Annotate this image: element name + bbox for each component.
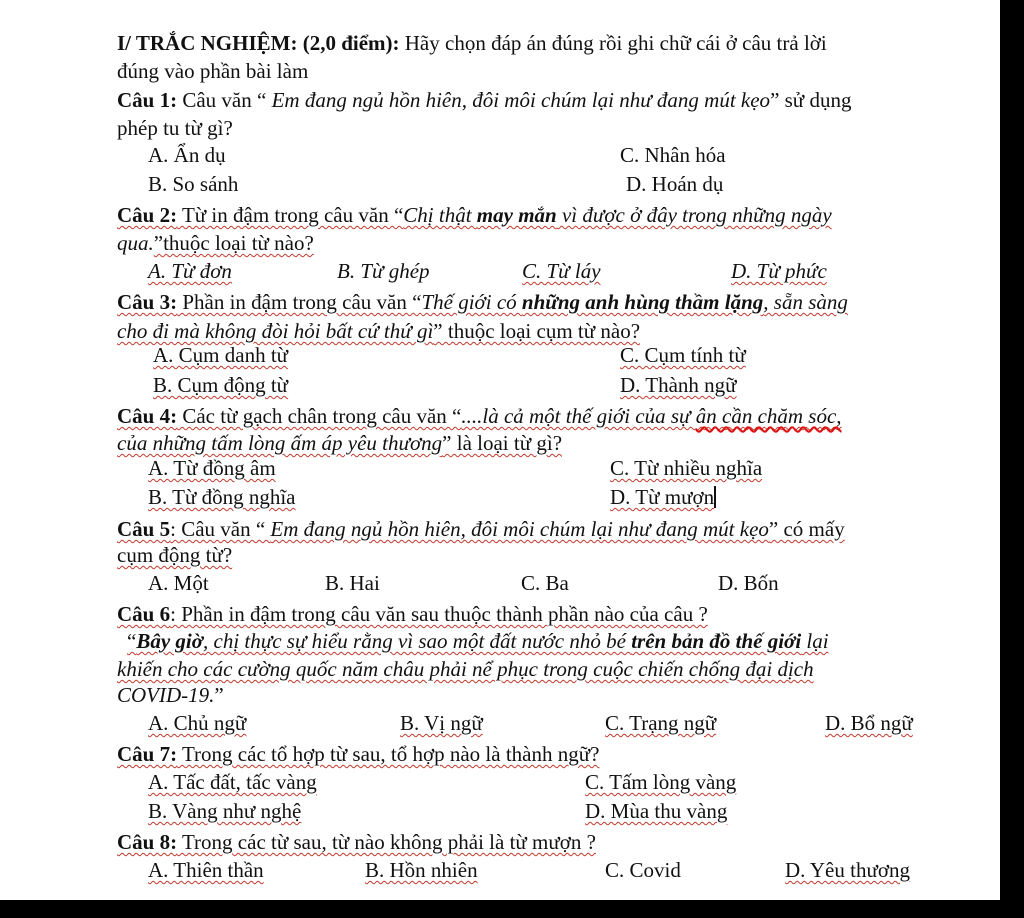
- q4-quote-a: ....là cả một thế giới của sự: [461, 404, 696, 428]
- q5-label: Câu 5: [117, 517, 171, 541]
- q4-text1: Các từ gạch chân trong câu văn “: [177, 404, 462, 428]
- q6-quote-c: khiến cho các cường quốc năm châu phải nể phục trong cuộc chiến chống đại dịch: [117, 657, 814, 681]
- q7-option-a[interactable]: A. Tấc đất, tấc vàng: [148, 770, 317, 794]
- q6-quote-b: lại: [801, 629, 829, 653]
- q1-text1: Câu văn “: [177, 88, 272, 112]
- q8-option-c[interactable]: C. Covid: [605, 858, 681, 882]
- q3-label: Câu 3:: [117, 290, 178, 314]
- q3-quote-bold: những anh hùng thầm lặng: [521, 290, 764, 314]
- q2-option-b[interactable]: B. Từ ghép: [337, 259, 430, 283]
- q3-quote-a: Thế giới có: [421, 290, 522, 314]
- q2-text3: ”thuộc loại từ nào?: [153, 231, 314, 255]
- q2-option-d[interactable]: D. Từ phức: [731, 259, 827, 283]
- q6-quote-a: , chị thực sự hiểu rằng vì sao một đất nước nhỏ bé: [203, 629, 632, 653]
- q5-text2: ” có mấy: [768, 517, 845, 541]
- q3-text2: ” thuộc loại cụm từ nào?: [433, 319, 641, 343]
- section-instruction: Hãy chọn đáp án đúng rồi ghi chữ cái ở câu trả lời: [399, 31, 827, 55]
- instruction-cont-text: đúng vào phần bài làm: [117, 59, 309, 83]
- q5-stem-cont: [117, 542, 232, 568]
- q2-quote-bold: may mắn: [476, 203, 557, 227]
- q1-quote: Em đang ngủ hồn hiên, đôi môi chúm lại như đang mút kẹo: [271, 88, 771, 112]
- q3-option-b[interactable]: B. Cụm động từ: [153, 373, 289, 397]
- q2-option-a[interactable]: A. Từ đơn: [148, 259, 232, 283]
- q1-text2: ” sử dụng: [770, 88, 852, 112]
- q6-text1: : Phần in đậm trong câu văn sau thuộc thành phần nào của câu ?: [170, 602, 708, 626]
- q4-quote-b: của những tấm lòng ấm áp yêu thương: [117, 431, 443, 455]
- q6-label: Câu 6: [117, 602, 171, 626]
- q1-option-c[interactable]: C. Nhân hóa: [620, 143, 726, 167]
- q8-label: Câu 8:: [117, 830, 178, 854]
- section-heading: [117, 30, 827, 56]
- q4-stem: [117, 403, 842, 429]
- q4-option-c[interactable]: C. Từ nhiều nghĩa: [610, 456, 763, 480]
- q4-quote-underlined: ân cần chăm sóc,: [695, 404, 842, 428]
- q6-option-a[interactable]: A. Chủ ngữ: [148, 711, 247, 735]
- q5-text3: cụm động từ?: [117, 543, 233, 567]
- q1-stem-cont: [117, 115, 233, 141]
- q2-stem-cont: [117, 230, 314, 256]
- q6-option-c[interactable]: C. Trạng ngữ: [605, 711, 717, 735]
- q6-quote-line1: “Bây giờ, chị thực sự hiểu rằng vì sao một đất nước nhỏ bé trên bản đồ thế giới lại: [127, 629, 829, 653]
- q8-option-d[interactable]: D. Yêu thương: [785, 858, 910, 882]
- q1-text3: phép tu từ gì?: [117, 116, 233, 140]
- q1-label: Câu 1:: [117, 88, 178, 112]
- q3-quote-b: , sẵn sàng: [763, 290, 848, 314]
- q7-option-d[interactable]: D. Mùa thu vàng: [585, 799, 728, 823]
- q2-option-c[interactable]: C. Từ láy: [522, 259, 601, 283]
- q8-option-b[interactable]: B. Hồn nhiên: [365, 858, 478, 882]
- q2-quote-a: Chị thật: [403, 203, 477, 227]
- q5-option-d[interactable]: D. Bốn: [718, 571, 779, 595]
- q1-option-b[interactable]: B. So sánh: [148, 172, 239, 196]
- q5-option-b[interactable]: B. Hai: [325, 571, 380, 595]
- text-cursor: [714, 486, 716, 508]
- q3-stem-cont: [117, 318, 640, 344]
- q7-option-c[interactable]: C. Tấm lòng vàng: [585, 770, 737, 794]
- q6-option-b[interactable]: B. Vị ngữ: [400, 711, 483, 735]
- q5-quote: Em đang ngủ hồn hiên, đôi môi chúm lại như đang mút kẹo: [270, 517, 769, 541]
- q6-stem: [117, 601, 708, 627]
- q4-option-d[interactable]: D. Từ mượn: [610, 485, 715, 509]
- q2-text2: qua.: [117, 231, 154, 255]
- q7-label: Câu 7:: [117, 742, 178, 766]
- q7-option-b[interactable]: B. Vàng như nghệ: [148, 799, 302, 823]
- q4-option-d-wrap: [610, 484, 716, 510]
- q2-label: Câu 2:: [117, 203, 178, 227]
- q8-stem: [117, 829, 596, 855]
- q4-option-b[interactable]: B. Từ đồng nghĩa: [148, 485, 296, 509]
- section-title: I/ TRẮC NGHIỆM: (2,0 điểm):: [117, 31, 400, 55]
- q1-option-a[interactable]: A. Ẩn dụ: [148, 143, 226, 167]
- q4-stem-cont: [117, 430, 562, 456]
- q6-quote-bold2: trên bản đồ thế giới: [631, 629, 802, 653]
- q3-quote-c: cho đi mà không đòi hỏi bất cứ thứ gì: [117, 319, 434, 343]
- q6-quote-bold1: Bây giờ: [136, 629, 204, 653]
- q5-text1: : Câu văn “: [170, 517, 271, 541]
- q7-stem: [117, 741, 599, 767]
- q6-quote-line3: COVID-19.”: [117, 683, 224, 707]
- q1-stem: [117, 87, 851, 113]
- q8-option-a[interactable]: A. Thiên thần: [148, 858, 264, 882]
- q4-option-a[interactable]: A. Từ đồng âm: [148, 456, 276, 480]
- q6-option-d[interactable]: D. Bổ ngữ: [825, 711, 913, 735]
- q7-text1: Trong các tổ hợp từ sau, tổ hợp nào là thành ngữ?: [177, 742, 600, 766]
- q1-option-d[interactable]: D. Hoán dụ: [626, 172, 724, 196]
- q8-text1: Trong các từ sau, từ nào không phải là từ mượn ?: [177, 830, 596, 854]
- q6-quote-line2: [117, 656, 814, 682]
- section-instruction-cont: [117, 58, 308, 84]
- q4-label: Câu 4:: [117, 404, 178, 428]
- q5-option-a-text: A. Một: [148, 571, 209, 595]
- q2-text1: Từ in đậm trong câu văn “: [177, 203, 404, 227]
- q4-text2: ” là loại từ gì?: [442, 431, 563, 455]
- q2-quote-b: vì được ở đây trong những ngày: [556, 203, 832, 227]
- q5-option-a[interactable]: [148, 570, 209, 596]
- q5-stem: [117, 516, 845, 542]
- q6-quote-d: COVID-19.: [117, 683, 215, 707]
- q3-option-a[interactable]: A. Cụm danh từ: [153, 343, 289, 367]
- q3-text1: Phần in đậm trong câu văn “: [177, 290, 422, 314]
- q3-stem: [117, 289, 848, 315]
- q3-option-d[interactable]: D. Thành ngữ: [620, 373, 737, 397]
- q5-option-c[interactable]: C. Ba: [521, 571, 569, 595]
- q3-option-c[interactable]: C. Cụm tính từ: [620, 343, 746, 367]
- q2-stem: [117, 202, 832, 228]
